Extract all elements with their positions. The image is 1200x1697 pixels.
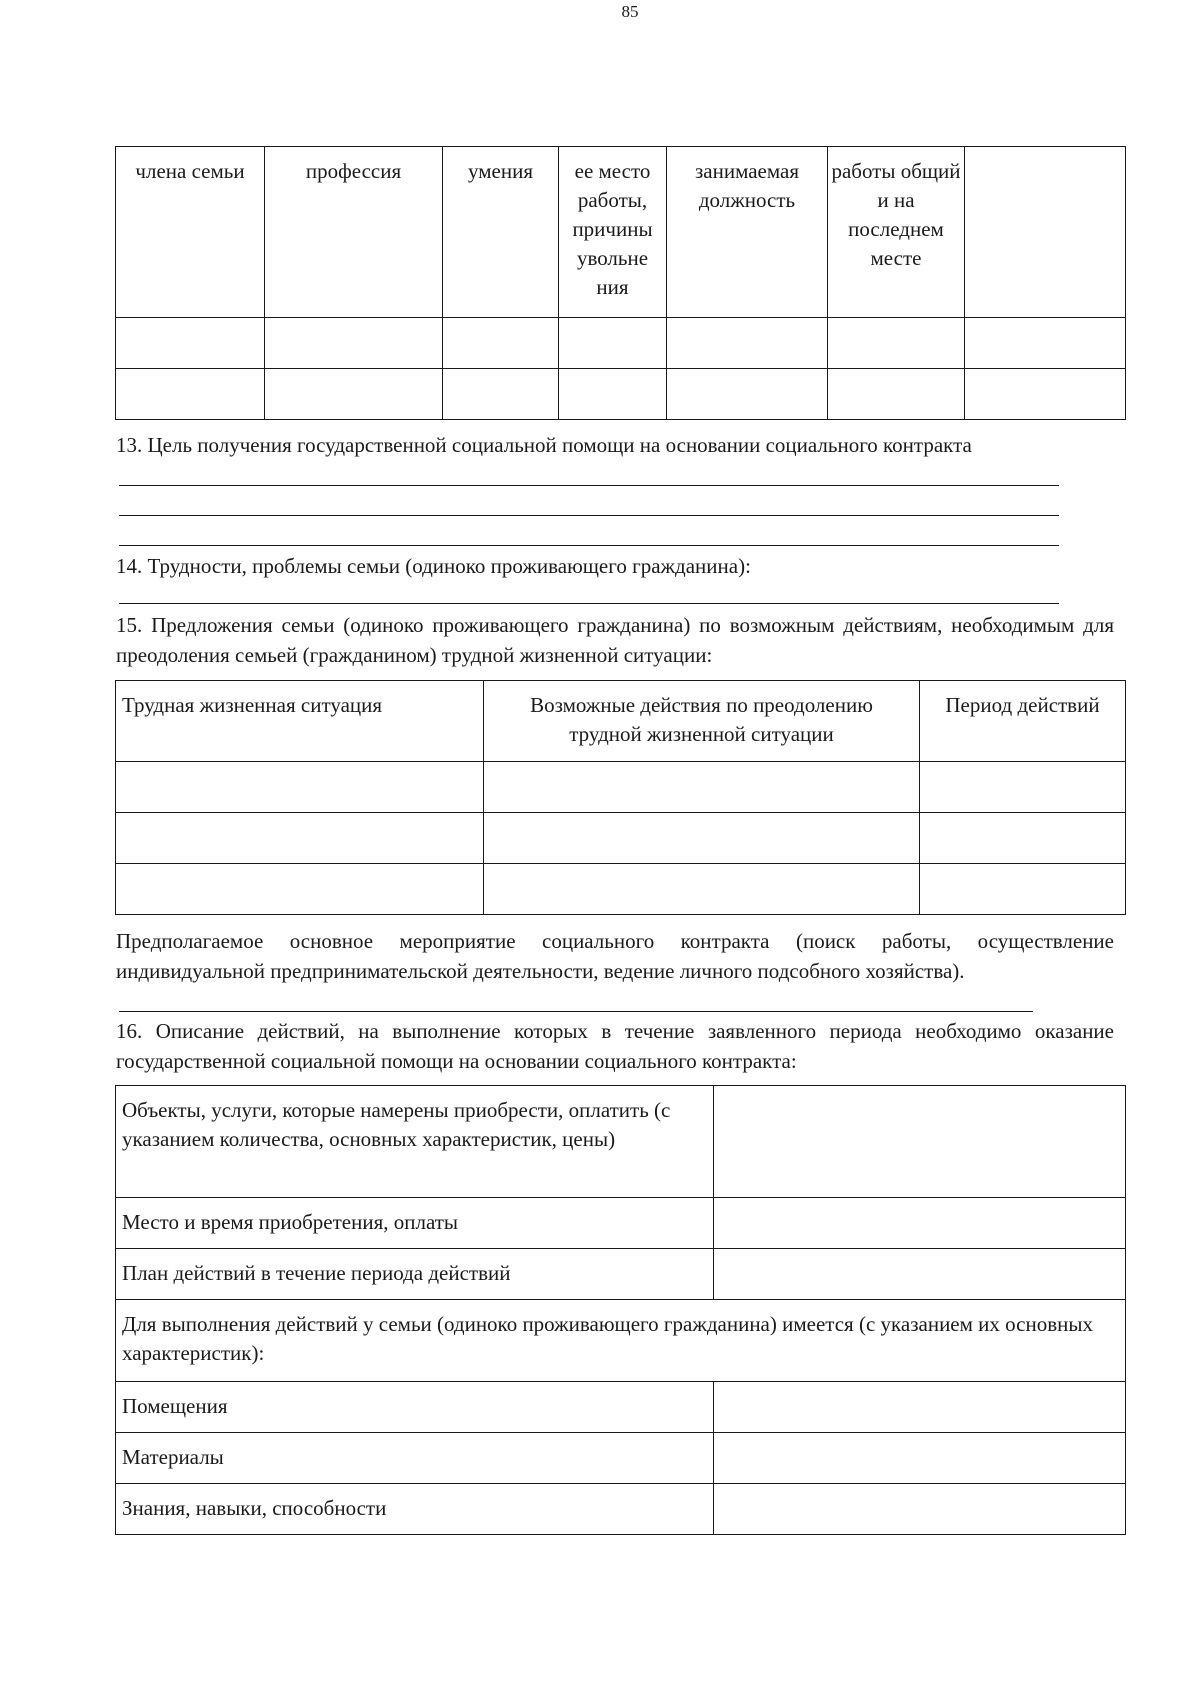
- section-14-heading: 14. Трудности, проблемы семьи (одиноко проживающего гражданина):: [116, 554, 751, 578]
- fill-line[interactable]: [119, 545, 1059, 546]
- table-cell[interactable]: [828, 318, 965, 369]
- table-cell[interactable]: [714, 1249, 1126, 1300]
- row-label-materials: Материалы: [116, 1433, 714, 1484]
- table-row: [116, 1300, 1126, 1382]
- family-members-table: [115, 146, 1126, 420]
- table-cell[interactable]: [828, 369, 965, 420]
- table-cell[interactable]: [920, 813, 1126, 864]
- table-cell[interactable]: [265, 369, 443, 420]
- row-label-plan: План действий в течение периода действий: [116, 1249, 714, 1300]
- fill-line[interactable]: [119, 515, 1059, 516]
- row-label-place-time: Место и время приобретения, оплаты: [116, 1198, 714, 1249]
- header-position: занимаемая должность: [667, 147, 828, 318]
- table-cell[interactable]: [714, 1433, 1126, 1484]
- header-empty: [965, 147, 1126, 318]
- table-cell[interactable]: [265, 318, 443, 369]
- table-row: [116, 318, 1126, 369]
- row-label-premises: Помещения: [116, 1382, 714, 1433]
- table-cell[interactable]: [965, 318, 1126, 369]
- table-row: [116, 813, 1126, 864]
- table-row: [116, 864, 1126, 915]
- header-action-period: Период действий: [920, 681, 1126, 762]
- table-cell[interactable]: [484, 813, 920, 864]
- table-cell[interactable]: [116, 318, 265, 369]
- table-cell[interactable]: [484, 762, 920, 813]
- table-row: [116, 762, 1126, 813]
- table-row: [116, 1484, 1126, 1535]
- section-16-heading: 16. Описание действий, на выполнение которых в течение заявленного периода необходимо оказание государственной социальной помощи на основании социального контракта:: [116, 1019, 1114, 1073]
- section-13-heading: 13. Цель получения государственной социальной помощи на основании социального контракта: [116, 433, 972, 457]
- page-number: 85: [621, 2, 639, 21]
- table-row: [116, 369, 1126, 420]
- table-cell[interactable]: [965, 369, 1126, 420]
- table-cell[interactable]: [116, 813, 484, 864]
- row-label-available: Для выполнения действий у семьи (одиноко проживающего гражданина) имеется (с указанием их основных характеристик):: [116, 1300, 1126, 1382]
- header-difficult-situation: Трудная жизненная ситуация: [116, 681, 484, 762]
- difficult-situation-table: [115, 680, 1126, 915]
- table-cell[interactable]: [667, 369, 828, 420]
- header-work-experience: работы общий и на последнем месте: [828, 147, 965, 318]
- table-cell[interactable]: [116, 369, 265, 420]
- table-cell[interactable]: [484, 864, 920, 915]
- fill-line[interactable]: [119, 603, 1059, 604]
- header-family-member: члена семьи: [116, 147, 265, 318]
- table-header-row: [116, 681, 1126, 762]
- table-cell[interactable]: [714, 1198, 1126, 1249]
- table-cell[interactable]: [667, 318, 828, 369]
- table-cell[interactable]: [920, 864, 1126, 915]
- table-cell[interactable]: [116, 762, 484, 813]
- row-label-skills: Знания, навыки, способности: [116, 1484, 714, 1535]
- table-row: [116, 1249, 1126, 1300]
- table-row: [116, 1198, 1126, 1249]
- table-row: [116, 1433, 1126, 1484]
- table-row: [116, 1086, 1126, 1198]
- fill-line[interactable]: [119, 485, 1059, 486]
- header-workplace: ее место работы, причины увольне ния: [559, 147, 667, 318]
- row-label-objects: Объекты, услуги, которые намерены приобрести, оплатить (с указанием количества, основных характеристик, цены): [116, 1086, 714, 1198]
- table-cell[interactable]: [116, 864, 484, 915]
- table-cell[interactable]: [443, 369, 559, 420]
- table-header-row: [116, 147, 1126, 318]
- header-possible-actions: Возможные действия по преодолению трудной жизненной ситуации: [484, 681, 920, 762]
- main-activity-text: Предполагаемое основное мероприятие социального контракта (поиск работы, осуществление индивидуальной предпринимательской деятельности, ведение личного подсобного хозяйства).: [116, 929, 1114, 983]
- table-cell[interactable]: [920, 762, 1126, 813]
- section-15-heading: 15. Предложения семьи (одиноко проживающего гражданина) по возможным действиям, необходимым для преодоления семьей (гражданином) трудной жизненной ситуации:: [116, 613, 1114, 667]
- actions-description-table: [115, 1085, 1126, 1535]
- fill-line[interactable]: [119, 1011, 1033, 1012]
- table-cell[interactable]: [443, 318, 559, 369]
- table-cell[interactable]: [714, 1382, 1126, 1433]
- header-skills: умения: [443, 147, 559, 318]
- table-cell[interactable]: [559, 318, 667, 369]
- table-cell[interactable]: [559, 369, 667, 420]
- table-cell[interactable]: [714, 1086, 1126, 1198]
- header-profession: профессия: [265, 147, 443, 318]
- table-row: [116, 1382, 1126, 1433]
- table-cell[interactable]: [714, 1484, 1126, 1535]
